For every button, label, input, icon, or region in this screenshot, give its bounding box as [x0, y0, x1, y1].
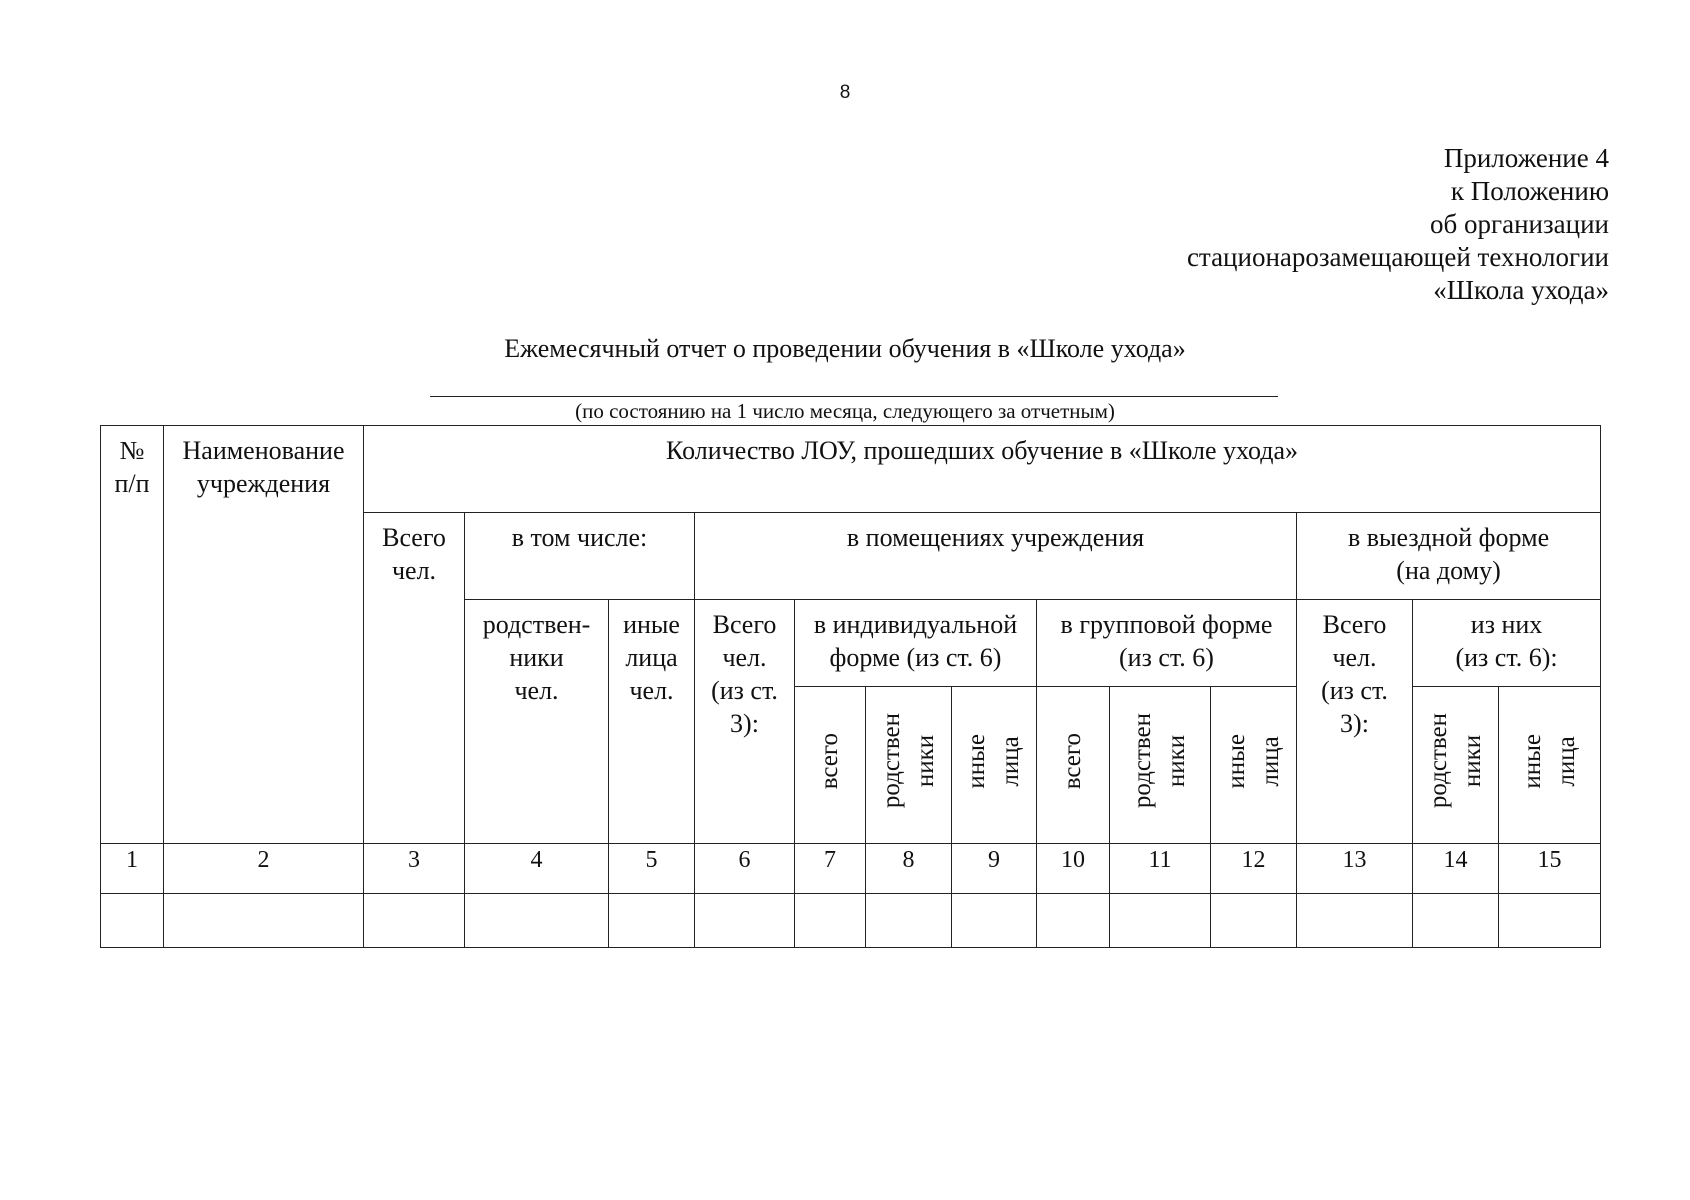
column-number: 3: [364, 844, 465, 894]
empty-cell: [1297, 894, 1413, 948]
header-out-relatives: родствен ники: [1424, 713, 1486, 809]
header-relatives: родствен- ники чел.: [465, 600, 609, 844]
header-of-them: из них (из ст. 6):: [1413, 600, 1601, 687]
appendix-reference: [1187, 142, 1609, 307]
empty-cell: [952, 894, 1037, 948]
empty-cell: [465, 894, 609, 948]
column-number: 4: [465, 844, 609, 894]
header-institution: Наименование учреждения: [164, 426, 364, 844]
report-title: Ежемесячный отчет о проведении обучения в «Школе ухода»: [504, 334, 1186, 363]
header-out-others: иные лица: [1518, 733, 1580, 789]
column-number: 1: [101, 844, 164, 894]
empty-cell: [695, 894, 795, 948]
header-grp-relatives: родствен ники: [1129, 713, 1190, 809]
column-number: 9: [952, 844, 1037, 894]
header-ind-all: всего: [816, 732, 843, 790]
column-number: 11: [1110, 844, 1211, 894]
header-lou-count: Количество ЛОУ, прошедших обучение в «Школе ухода»: [364, 426, 1601, 513]
empty-cell: [364, 894, 465, 948]
column-number: 10: [1037, 844, 1110, 894]
header-ind-relatives: родствен ники: [877, 713, 939, 809]
report-subtitle: (по состоянию на 1 число месяца, следующего за отчетным): [575, 399, 1115, 423]
column-number: 14: [1413, 844, 1499, 894]
column-number: 15: [1499, 844, 1601, 894]
column-number: 5: [609, 844, 695, 894]
empty-cell: [1211, 894, 1297, 948]
header-prem-total: Всего чел. (из ст. 3):: [695, 600, 795, 844]
empty-cell: [164, 894, 364, 948]
header-out-total: Всего чел. (из ст. 3):: [1297, 600, 1413, 844]
header-grp-all: всего: [1059, 732, 1086, 790]
empty-cell: [1037, 894, 1110, 948]
appendix-line: Приложение 4: [1443, 143, 1609, 173]
header-individual: в индивидуальной форме (из ст. 6): [795, 600, 1037, 687]
column-number: 6: [695, 844, 795, 894]
empty-cell: [1499, 894, 1601, 948]
empty-cell: [101, 894, 164, 948]
column-number: 7: [795, 844, 866, 894]
appendix-line: «Школа ухода»: [1433, 275, 1609, 305]
report-table: [100, 425, 1601, 948]
appendix-line: об организации: [1430, 209, 1609, 239]
header-others: иные лица чел.: [609, 600, 695, 844]
column-number: 8: [866, 844, 952, 894]
appendix-line: стационарозамещающей технологии: [1186, 242, 1609, 272]
column-number: 2: [164, 844, 364, 894]
page-number: 8: [839, 82, 851, 103]
header-ind-others: иные лица: [963, 733, 1024, 789]
header-outreach: в выездной форме (на дому): [1297, 513, 1601, 600]
empty-cell: [795, 894, 866, 948]
header-total: Всего чел.: [364, 513, 465, 844]
header-grp-others: иные лица: [1222, 733, 1284, 789]
empty-cell: [609, 894, 695, 948]
header-num: № п/п: [101, 426, 164, 844]
empty-cell: [1413, 894, 1499, 948]
column-number: 13: [1297, 844, 1413, 894]
header-group: в групповой форме (из ст. 6): [1037, 600, 1297, 687]
header-including: в том числе:: [465, 513, 695, 600]
appendix-line: к Положению: [1450, 176, 1609, 206]
title-underline: [430, 396, 1278, 397]
header-on-premises: в помещениях учреждения: [695, 513, 1297, 600]
column-number: 12: [1211, 844, 1297, 894]
empty-cell: [1110, 894, 1211, 948]
empty-cell: [866, 894, 952, 948]
